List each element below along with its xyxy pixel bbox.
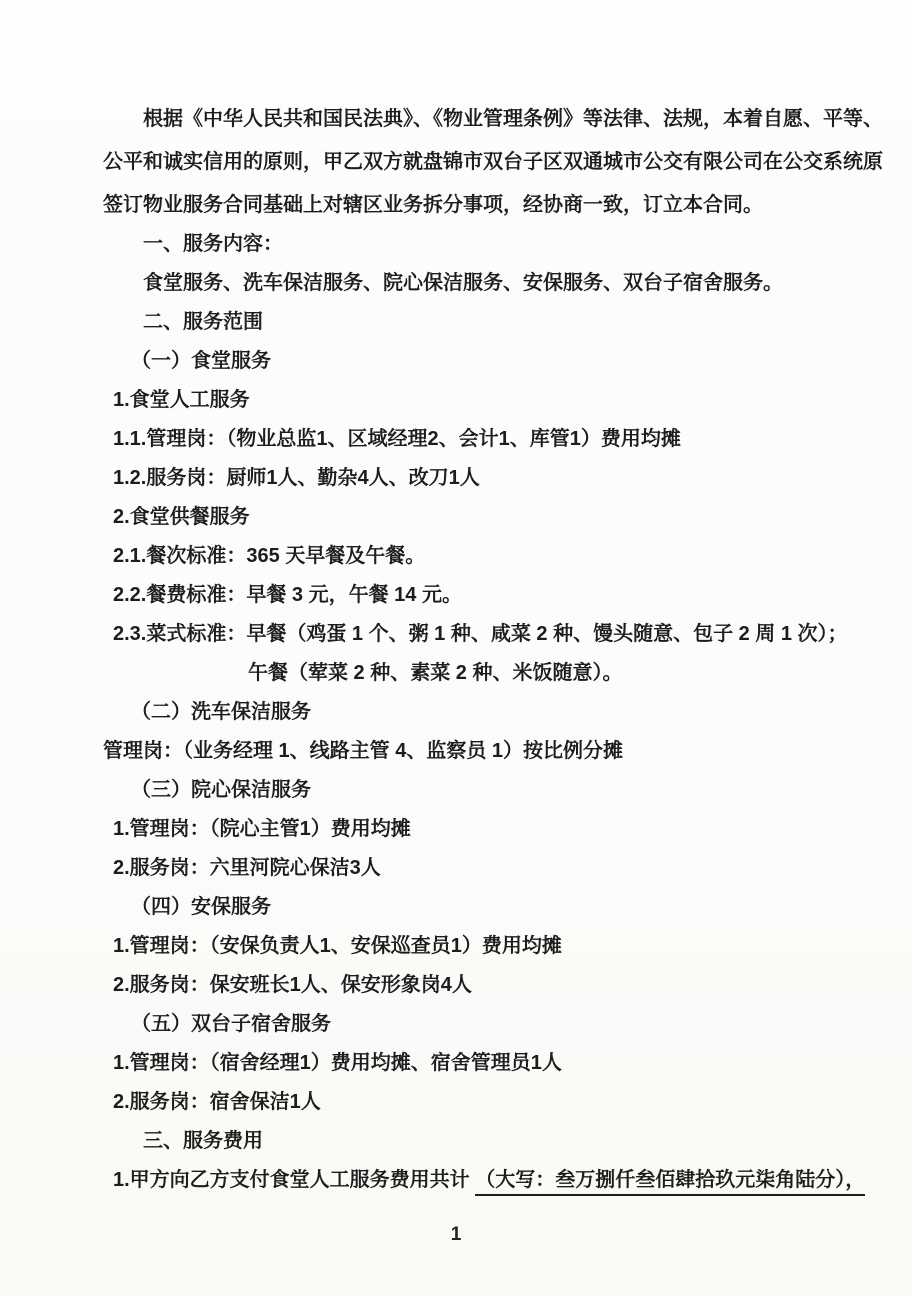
carwash-mgmt-item: 管理岗：（业务经理 1、线路主管 4、监察员 1）按比例分摊: [103, 740, 624, 762]
intro-line-2: 公平和诚实信用的原则，甲乙双方就盘锦市双台子区双通城市公交有限公司在公交系统原: [103, 151, 883, 173]
meal-frequency-item: 2.1.餐次标准：365 天早餐及午餐。: [113, 545, 426, 567]
menu-standard-continuation: 午餐（荤菜 2 种、素菜 2 种、米饭随意）。: [248, 662, 623, 684]
security-service-item: 2.服务岗：保安班长1人、保安形象岗4人: [113, 974, 472, 996]
yard-mgmt-item: 1.管理岗：（院心主管1）费用均摊: [113, 818, 411, 840]
intro-line-1: 根据《中华人民共和国民法典》、《物业管理条例》等法律、法规，本着自愿、平等、: [143, 108, 883, 130]
menu-standard-item: 2.3.菜式标准：早餐（鸡蛋 1 个、粥 1 种、咸菜 2 种、馒头随意、包子 2 周 1 次）；: [113, 623, 848, 645]
canteen-mgmt-item: 1.1.管理岗：（物业总监1、区域经理2、会计1、库管1）费用均摊: [113, 428, 681, 450]
section-2-1-heading: （一）食堂服务: [131, 350, 271, 372]
section-2-2-heading: （二）洗车保洁服务: [131, 701, 311, 723]
fee-amount-underlined: （大写：叁万捌仟叁佰肆拾玖元柒角陆分），: [475, 1169, 865, 1196]
canteen-meal-item: 2.食堂供餐服务: [113, 506, 250, 528]
section-1-heading: 一、服务内容：: [143, 233, 283, 255]
canteen-service-item: 1.2.服务岗：厨师1人、勤杂4人、改刀1人: [113, 467, 480, 489]
canteen-labor-item: 1.食堂人工服务: [113, 389, 250, 411]
dorm-service-item: 2.服务岗：宿舍保洁1人: [113, 1091, 321, 1113]
meal-fee-item: 2.2.餐费标准：早餐 3 元，午餐 14 元。: [113, 584, 462, 606]
section-1-content: 食堂服务、洗车保洁服务、院心保洁服务、安保服务、双台子宿舍服务。: [143, 272, 783, 294]
section-2-5-heading: （五）双台子宿舍服务: [131, 1013, 331, 1035]
section-2-heading: 二、服务范围: [143, 311, 263, 333]
security-mgmt-item: 1.管理岗：（安保负责人1、安保巡查员1）费用均摊: [113, 935, 562, 957]
section-2-4-heading: （四）安保服务: [131, 896, 271, 918]
yard-service-item: 2.服务岗：六里河院心保洁3人: [113, 857, 381, 879]
intro-line-3: 签订物业服务合同基础上对辖区业务拆分事项，经协商一致，订立本合同。: [103, 194, 763, 216]
dorm-mgmt-item: 1.管理岗：（宿舍经理1）费用均摊、宿舍管理员1人: [113, 1052, 562, 1074]
fee-line-prefix: 1.甲方向乙方支付食堂人工服务费用共计: [113, 1169, 476, 1191]
page-number: 1: [450, 1224, 462, 1245]
fee-line: [103, 1169, 866, 1192]
section-3-heading: 三、服务费用: [143, 1130, 263, 1152]
section-2-3-heading: （三）院心保洁服务: [131, 779, 311, 801]
